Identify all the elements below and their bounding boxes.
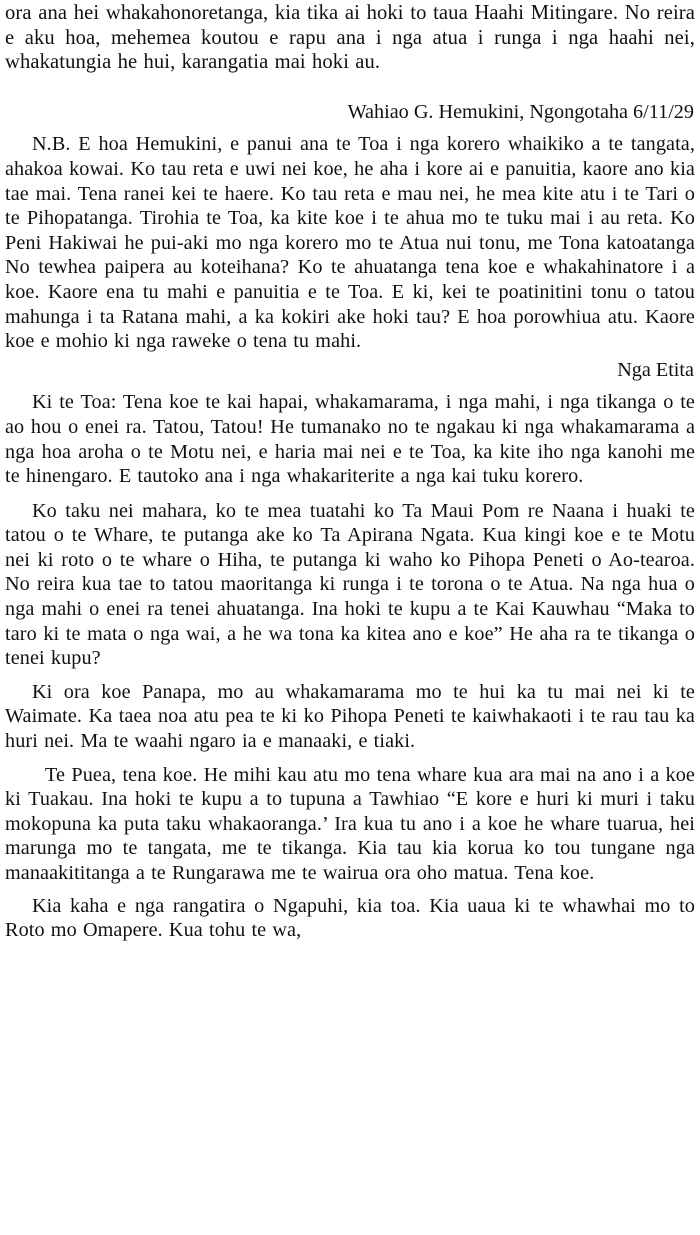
document-page: [5, 0, 695, 943]
paragraph-ngapuhi: Kia kaha e nga rangatira o Ngapuhi, kia toa. Kia uaua ki te whawhai mo to Roto mo Omapere. Kua tohu te wa,: [5, 894, 695, 942]
signature-hemukini: Wahiao G. Hemukini, Ngongotaha 6/11/29: [347, 100, 694, 123]
paragraph-editor-note: N.B. E hoa Hemukini, e panui ana te Toa i nga korero whaikiko a te tangata, ahakoa kowai. Ko tau reta e uwi nei koe, he aha i kore ai e panuitia, kaore ano kia tae mai. Tena ranei kei te haere. Ko tau reta e mau nei, he mea kite atu i te Tari o te Pihopatanga. Tirohia te Toa, ka kite koe i te ahua mo te tuku mai i au reta. Ko Peni Hakiwai he pui-aki mo nga korero mo te Atua nui tonu, me Tona katoatanga No tewhea paipera au koteihana? Ko te ahuatanga tena koe e whakahinatore i a koe. Kaore ena tu mahi e panuitia e te Toa. E ki, kei te poatinitini tonu o tatou mahunga i ta Ratana mahi, a ka kokiri ake hoki tau? E hoa porowhiua atu. Kaore koe e mohio ki nga raweke o tena tu mahi.: [5, 133, 695, 353]
signature-editors: Nga Etita: [617, 358, 694, 381]
paragraph-te-puea: Te Puea, tena koe. He mihi kau atu mo tena whare kua ara mai na ano i a koe ki Tuakau. Ina hoki te kupu a to tupuna a Tawhiao “E kore e huri ki muri i taku mokopuna ka puta taku whakaoranga.’ Ira kua tu ano i a koe he whare tuarua, hei marunga mo te tangata, me te tikanga. Kia tau kia korua ko tou tungane nga manaakititanga a te Rungarawa me te wairua ora oho matua. Tena koe.: [5, 763, 695, 884]
paragraph-ki-te-toa: Ki te Toa: Tena koe te kai hapai, whakamarama, i nga mahi, i nga tikanga o te ao hou o enei ra. Tatou, Tatou! He tumanako no te ngakau ki nga whakamarama a nga hoa aroha o te Motu nei, e haria mai nei e te Toa, ka kite iho nga kanohi me te hinengaro. E tautoko ana i nga whakariterite a nga kai tuku korero.: [5, 391, 695, 488]
paragraph-1: ora ana hei whakahonoretanga, kia tika ai hoki to taua Haahi Mitingare. No reira e aku hoa, mehemea koutou e rapu ana i nga atua i runga i nga haahi nei, whakatungia he hui, karangatia mai hoki au.: [5, 2, 695, 74]
paragraph-ta-maui-pomare: Ko taku nei mahara, ko te mea tuatahi ko Ta Maui Pom re Naana i huaki te tatou o te Whare, te putanga ake ko Ta Apirana Ngata. Kua kingi koe e te Motu nei ki roto o te whare o Hiha, te putanga ki waho ko Pihopa Peneti o Ao-tearoa. No reira kua tae to tatou maoritanga ki runga i te torona o te Atua. Na nga hua o nga mahi o enei ra tenei ahuatanga. Ina hoki te kupu a te Kai Kauwhau “Maka to taro ki te mata o nga wai, a he wa tona ka kitea ano e koe” He aha ra te tikanga o tenei kupu?: [5, 499, 695, 670]
paragraph-panapa: Ki ora koe Panapa, mo au whakamarama mo te hui ka tu mai nei ki te Waimate. Ka taea noa atu pea te ki ko Pihopa Peneti te kaiwhakaoti i te rau tau ka huri nei. Ma te waahi ngaro ia e manaaki, e tiaki.: [5, 680, 695, 753]
